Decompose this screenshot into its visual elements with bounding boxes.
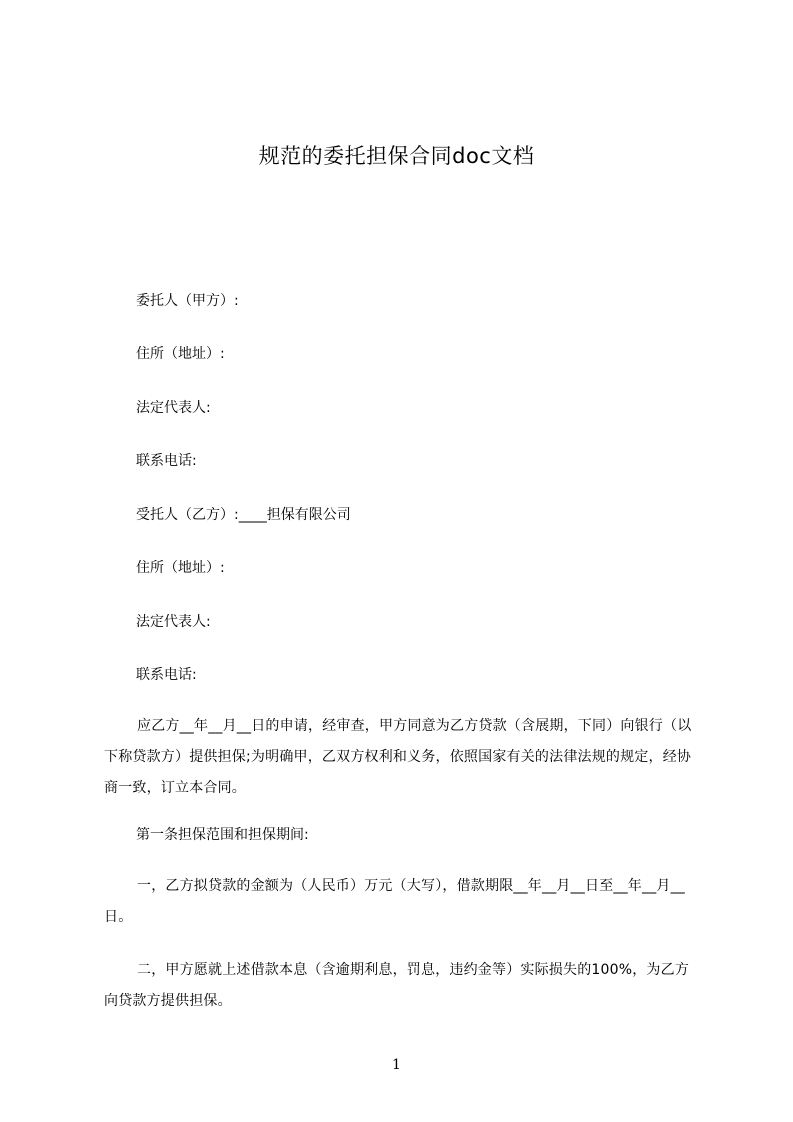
article-1-heading: 第一条担保范围和担保期间: <box>136 827 309 843</box>
party-b-trustee-field: 受托人（乙方）:____担保有限公司 <box>136 507 351 523</box>
party-a-phone-field: 联系电话: <box>136 453 197 469</box>
party-a-legal-rep-field: 法定代表人: <box>136 400 211 416</box>
party-a-client-field: 委托人（甲方）: <box>136 293 239 309</box>
clause-1-paragraph: 一，乙方拟贷款的金额为（人民币）万元（大写），借款期限__年__月__日至__年__月__日。 <box>104 878 685 925</box>
clause-2-paragraph: 二，甲方愿就上述借款本息（含逾期利息，罚息，违约金等）实际损失的100%，为乙方向贷款方提供担保。 <box>104 962 690 1009</box>
intro-paragraph: 应乙方__年__月__日的申请，经审查，甲方同意为乙方贷款（含展期，下同）向银行（以下称贷款方）提供担保;为明确甲，乙双方权利和义务，依照国家有关的法律法规的规定，经协商一致，订立本合同。 <box>104 718 692 796</box>
party-b-legal-rep-field: 法定代表人: <box>136 614 211 630</box>
document-title: 规范的委托担保合同doc文档 <box>258 144 535 168</box>
party-a-address-field: 住所（地址）: <box>136 346 225 362</box>
page-number: 1 <box>392 1057 401 1073</box>
party-b-phone-field: 联系电话: <box>136 667 197 683</box>
party-b-address-field: 住所（地址）: <box>136 560 225 576</box>
